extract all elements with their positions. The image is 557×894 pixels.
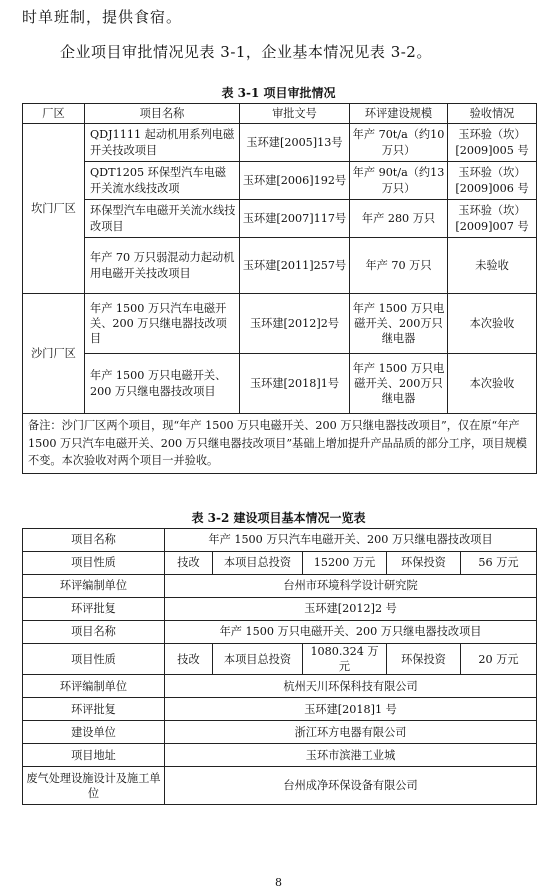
header-approval-doc: 审批文号: [240, 104, 350, 124]
scale-cell: 年产 70 万只: [350, 238, 448, 294]
label-eia-approval: 环评批复: [23, 698, 165, 721]
scale-cell: 年产 1500 万只电磁开关、200万只继电器: [350, 294, 448, 354]
table-row: [23, 598, 537, 621]
eia-approval-value: 玉环建[2012]2 号: [165, 598, 537, 621]
intro-line-2: 企业项目审批情况见表 3-1，企业基本情况见表 3-2。: [60, 43, 432, 61]
scale-cell: 年产 90t/a（约13 万只）: [350, 162, 448, 200]
acceptance-cell: 本次验收: [448, 294, 537, 354]
table-row: [23, 575, 537, 598]
eia-unit-value: 台州市环境科学设计研究院: [165, 575, 537, 598]
project-nature-value: 技改: [165, 552, 213, 575]
label-project-nature: 项目性质: [23, 552, 165, 575]
acceptance-cell: 玉环验（坎）[2009]007 号: [448, 200, 537, 238]
table-row: [23, 621, 537, 644]
intro-line-1: 时单班制，提供食宿。: [22, 8, 183, 26]
scale-cell: 年产 1500 万只电磁开关、200万只继电器: [350, 354, 448, 414]
total-investment-value: 15200 万元: [303, 552, 387, 575]
approval-doc-cell: 玉环建[2007]117号: [240, 200, 350, 238]
project-name-cell: 年产 1500 万只电磁开关、200 万只继电器技改项目: [85, 354, 240, 414]
label-builder: 建设单位: [23, 721, 165, 744]
builder-value: 浙江环方电器有限公司: [165, 721, 537, 744]
header-area: 厂区: [23, 104, 85, 124]
table-row: [23, 644, 537, 675]
label-project-nature: 项目性质: [23, 644, 165, 675]
gas-treatment-unit-value: 台州成净环保设备有限公司: [165, 767, 537, 805]
table-row: [23, 124, 537, 162]
label-gas-treatment-unit: 废气处理设施设计及施工单位: [23, 767, 165, 805]
project-basic-info-table: [22, 528, 537, 805]
project-approval-table: [22, 103, 537, 474]
acceptance-cell: 本次验收: [448, 354, 537, 414]
table-header-row: [23, 104, 537, 124]
header-acceptance: 验收情况: [448, 104, 537, 124]
table-note-row: [23, 414, 537, 474]
label-project-address: 项目地址: [23, 744, 165, 767]
table-row: [23, 238, 537, 294]
table-row: [23, 698, 537, 721]
total-investment-value: 1080.324 万元: [303, 644, 387, 675]
table-row: [23, 721, 537, 744]
label-env-investment: 环保投资: [387, 644, 461, 675]
eia-unit-value: 杭州天川环保科技有限公司: [165, 675, 537, 698]
area-shamen: 沙门厂区: [23, 294, 85, 414]
label-total-investment: 本项目总投资: [213, 644, 303, 675]
table-note: 备注：沙门厂区两个项目，现“年产 1500 万只电磁开关、200 万只继电器技改项目”，仅在原“年产 1500 万只汽车电磁开关、200 万只继电器技改项目”基础上增加提升产品品质的部分工序，项目规模不变。本次验收对两个项目一并验收。: [23, 414, 537, 474]
approval-doc-cell: 玉环建[2012]2号: [240, 294, 350, 354]
project-name-value: 年产 1500 万只电磁开关、200 万只继电器技改项目: [165, 621, 537, 644]
table-3-1-caption: 表 3-1 项目审批情况: [221, 86, 336, 100]
scale-cell: 年产 280 万只: [350, 200, 448, 238]
table-row: [23, 200, 537, 238]
approval-doc-cell: 玉环建[2005]13号: [240, 124, 350, 162]
acceptance-cell: 未验收: [448, 238, 537, 294]
label-project-name: 项目名称: [23, 529, 165, 552]
header-project-name: 项目名称: [85, 104, 240, 124]
project-address-value: 玉环市滨港工业城: [165, 744, 537, 767]
acceptance-cell: 玉环验（坎）[2009]006 号: [448, 162, 537, 200]
acceptance-cell: 玉环验（坎）[2009]005 号: [448, 124, 537, 162]
table-3-2-caption: 表 3-2 建设项目基本情况一览表: [191, 511, 366, 525]
approval-doc-cell: 玉环建[2018]1号: [240, 354, 350, 414]
project-name-value: 年产 1500 万只汽车电磁开关、200 万只继电器技改项目: [165, 529, 537, 552]
label-project-name: 项目名称: [23, 621, 165, 644]
project-name-cell: QDT1205 环保型汽车电磁开关流水线技改项: [85, 162, 240, 200]
scale-cell: 年产 70t/a（约10 万只）: [350, 124, 448, 162]
label-eia-approval: 环评批复: [23, 598, 165, 621]
label-eia-unit: 环评编制单位: [23, 575, 165, 598]
label-total-investment: 本项目总投资: [213, 552, 303, 575]
table-row: [23, 294, 537, 354]
area-kanmen: 坎门厂区: [23, 124, 85, 294]
table-row: [23, 675, 537, 698]
eia-approval-value: 玉环建[2018]1 号: [165, 698, 537, 721]
table-row: [23, 529, 537, 552]
env-investment-value: 20 万元: [461, 644, 537, 675]
table-row: [23, 354, 537, 414]
project-name-cell: 年产 70 万只弱混动力起动机用电磁开关技改项目: [85, 238, 240, 294]
label-eia-unit: 环评编制单位: [23, 675, 165, 698]
header-eia-scale: 环评建设规模: [350, 104, 448, 124]
approval-doc-cell: 玉环建[2006]192号: [240, 162, 350, 200]
project-name-cell: QDJ1111 起动机用系列电磁开关技改项目: [85, 124, 240, 162]
project-name-cell: 环保型汽车电磁开关流水线技改项目: [85, 200, 240, 238]
approval-doc-cell: 玉环建[2011]257号: [240, 238, 350, 294]
table-row: [23, 552, 537, 575]
table-row: [23, 744, 537, 767]
project-name-cell: 年产 1500 万只汽车电磁开关、200 万只继电器技改项目: [85, 294, 240, 354]
page-number: 8: [275, 876, 282, 889]
env-investment-value: 56 万元: [461, 552, 537, 575]
label-env-investment: 环保投资: [387, 552, 461, 575]
project-nature-value: 技改: [165, 644, 213, 675]
table-row: [23, 767, 537, 805]
table-row: [23, 162, 537, 200]
